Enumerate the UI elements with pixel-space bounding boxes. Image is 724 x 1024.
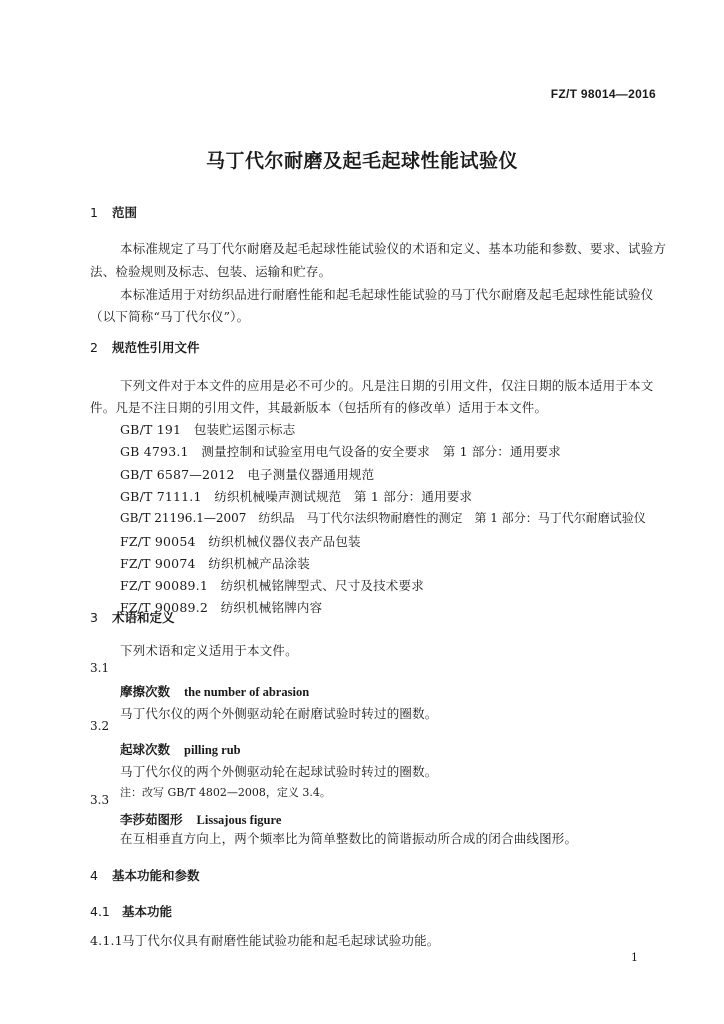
reference-item [120, 442, 561, 460]
paragraph-line: 件。凡是不注日期的引用文件，其最新版本（包括所有的修改单）适用于本文件。 [90, 400, 548, 415]
paragraph-line: 下列术语和定义适用于本文件。 [120, 643, 298, 658]
section-number: 2 [90, 340, 98, 355]
section-title: 基本功能和参数 [112, 868, 200, 883]
term-zh: 李莎茹图形 [120, 812, 183, 827]
section-4-heading [90, 866, 200, 884]
section-number: 1 [90, 205, 98, 220]
paragraph-line: 下列文件对于本文件的应用是必不可少的。凡是注日期的引用文件，仅注日期的版本适用于本文 [120, 378, 654, 393]
reference-code: GB/T 6587—2012 [120, 467, 235, 482]
term-zh: 摩擦次数 [120, 684, 171, 699]
reference-code: GB 4793.1 [120, 444, 189, 459]
reference-title: 纺织机械噪声测试规范 第 1 部分：通用要求 [214, 489, 473, 504]
term-definition: 在互相垂直方向上，两个频率比为简单整数比的简谐振动所合成的闭合曲线图形。 [120, 831, 578, 846]
section-title: 范围 [112, 205, 138, 220]
section-number: 4 [90, 868, 98, 883]
paragraph-line: 本标准规定了马丁代尔耐磨及起毛起球性能试验仪的术语和定义、基本功能和参数、要求、试验方 [120, 241, 667, 256]
reference-title: 包装贮运图示标志 [193, 422, 296, 437]
reference-item [120, 509, 646, 526]
term-definition: 马丁代尔仪的两个外侧驱动轮在耐磨试验时转过的圈数。 [120, 706, 438, 721]
reference-item [120, 465, 374, 483]
page-number: 1 [631, 951, 638, 964]
reference-item [120, 487, 472, 505]
reference-code: FZ/T 90074 [120, 556, 196, 571]
reference-title: 纺织机械产品涂装 [208, 556, 310, 571]
term-en: Lissajous figure [196, 813, 282, 827]
paragraph-line: （以下简称“马丁代尔仪”）。 [90, 309, 250, 324]
section-2-heading [90, 338, 200, 356]
term-en: the number of abrasion [184, 685, 310, 699]
document-title: 马丁代尔耐磨及起毛起球性能试验仪 [205, 150, 518, 172]
section-1-heading [90, 203, 137, 221]
reference-code: GB/T 21196.1—2007 [120, 511, 247, 525]
standard-code: FZ/T 98014—2016 [550, 87, 656, 101]
section-3-heading [90, 608, 175, 626]
section-number: 3 [90, 610, 98, 625]
subsection-number: 4.1 [90, 904, 110, 919]
reference-item [120, 554, 310, 572]
clause-text: 马丁代尔仪具有耐磨性能试验功能和起毛起球试验功能。 [122, 933, 440, 948]
reference-title: 纺织机械铭牌型式、尺寸及技术要求 [220, 578, 424, 593]
reference-item [120, 532, 361, 550]
reference-title: 电子测量仪器通用规范 [247, 467, 375, 482]
reference-title: 纺织品 马丁代尔法织物耐磨性的测定 第 1 部分：马丁代尔耐磨试验仪 [258, 511, 646, 525]
reference-item [120, 420, 295, 438]
clause-4-1-1 [90, 931, 440, 949]
term-note: 注：改写 GB/T 4802—2008，定义 3.4。 [120, 786, 331, 799]
subsection-4-1-heading [90, 902, 172, 920]
term-definition: 马丁代尔仪的两个外侧驱动轮在起球试验时转过的圈数。 [120, 764, 438, 779]
term-heading [120, 740, 241, 758]
paragraph-line: 本标准适用于对纺织品进行耐磨性能和起毛起球性能试验的马丁代尔耐磨及起毛起球性能试验仪 [120, 287, 654, 302]
term-heading [120, 810, 281, 828]
reference-item [120, 576, 424, 594]
section-title: 规范性引用文件 [112, 340, 200, 355]
subsection-title: 基本功能 [122, 904, 173, 919]
reference-code: GB/T 7111.1 [120, 489, 202, 504]
reference-code: FZ/T 90089.2 [120, 600, 208, 615]
reference-title: 纺织机械仪器仪表产品包装 [208, 534, 361, 549]
term-heading [120, 682, 309, 700]
reference-code: GB/T 191 [120, 422, 182, 437]
term-number: 3.1 [90, 661, 110, 675]
reference-code: FZ/T 90054 [120, 534, 196, 549]
clause-number: 4.1.1 [90, 933, 123, 948]
reference-code: FZ/T 90089.1 [120, 578, 208, 593]
reference-title: 测量控制和试验室用电气设备的安全要求 第 1 部分：通用要求 [201, 444, 561, 459]
section-title: 术语和定义 [112, 610, 175, 625]
term-en: pilling rub [184, 743, 241, 757]
term-number: 3.2 [90, 719, 110, 733]
reference-title: 纺织机械铭牌内容 [220, 600, 323, 615]
paragraph-line: 法、检验规则及标志、包装、运输和贮存。 [90, 264, 332, 279]
term-zh: 起球次数 [120, 742, 171, 757]
term-number: 3.3 [90, 793, 110, 807]
